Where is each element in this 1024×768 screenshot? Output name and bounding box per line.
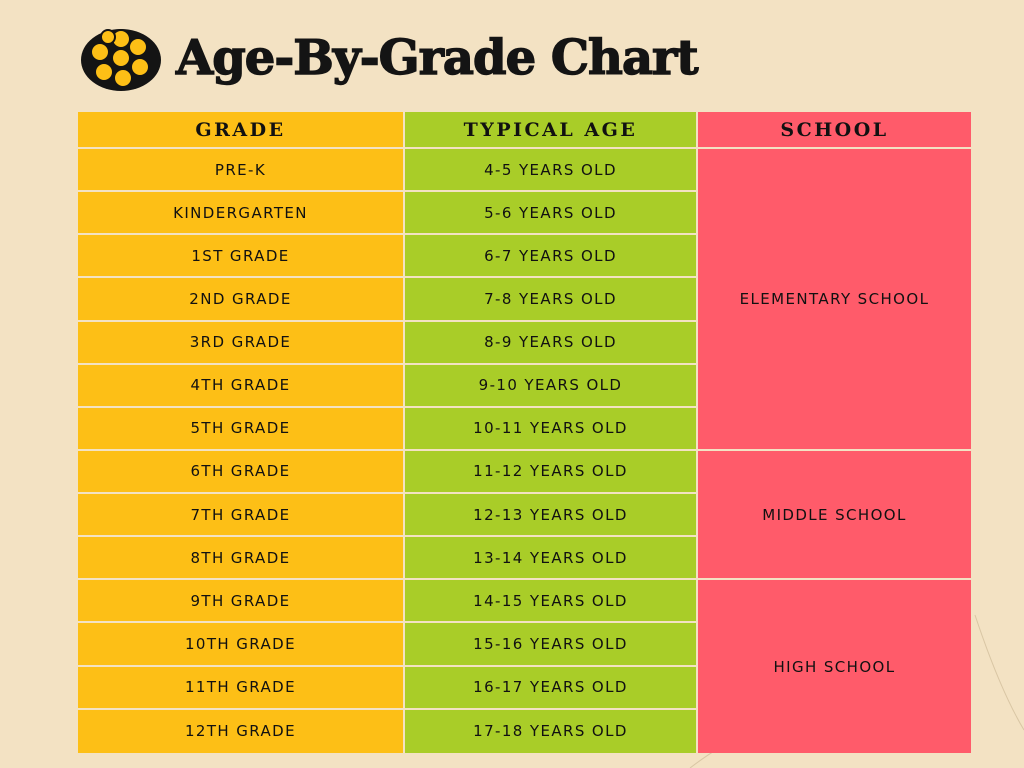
- age-cell: 13-14 YEARS OLD: [405, 537, 698, 580]
- grade-cell: 10TH GRADE: [78, 623, 405, 666]
- grade-cell: 11TH GRADE: [78, 667, 405, 710]
- age-cell: 9-10 YEARS OLD: [405, 365, 698, 408]
- age-by-grade-table: [78, 112, 971, 749]
- school-column-header: SCHOOL: [698, 112, 971, 149]
- grade-cell: 2ND GRADE: [78, 278, 405, 321]
- age-cell: 16-17 YEARS OLD: [405, 667, 698, 710]
- age-cell: 15-16 YEARS OLD: [405, 623, 698, 666]
- age-cell: 14-15 YEARS OLD: [405, 580, 698, 623]
- age-cell: 5-6 YEARS OLD: [405, 192, 698, 235]
- grade-cell: 5TH GRADE: [78, 408, 405, 451]
- age-cell: 17-18 YEARS OLD: [405, 710, 698, 753]
- grade-cell: KINDERGARTEN: [78, 192, 405, 235]
- age-cell: 7-8 YEARS OLD: [405, 278, 698, 321]
- grade-cell: 4TH GRADE: [78, 365, 405, 408]
- grade-cell: 3RD GRADE: [78, 322, 405, 365]
- school-cell: MIDDLE SCHOOL: [698, 451, 971, 580]
- grade-column-header: GRADE: [78, 112, 405, 149]
- grade-cell: PRE-K: [78, 149, 405, 192]
- grade-cell: 6TH GRADE: [78, 451, 405, 494]
- flower-logo-icon: [78, 22, 164, 94]
- age-cell: 11-12 YEARS OLD: [405, 451, 698, 494]
- age-cell: 12-13 YEARS OLD: [405, 494, 698, 537]
- school-cell: ELEMENTARY SCHOOL: [698, 149, 971, 451]
- header: [78, 18, 698, 98]
- school-cell: HIGH SCHOOL: [698, 580, 971, 753]
- grade-cell: 12TH GRADE: [78, 710, 405, 753]
- age-cell: 6-7 YEARS OLD: [405, 235, 698, 278]
- grade-cell: 1ST GRADE: [78, 235, 405, 278]
- grade-cell: 8TH GRADE: [78, 537, 405, 580]
- page-title: Age-By-Grade Chart: [176, 30, 698, 86]
- age-cell: 4-5 YEARS OLD: [405, 149, 698, 192]
- grade-cell: 7TH GRADE: [78, 494, 405, 537]
- grade-cell: 9TH GRADE: [78, 580, 405, 623]
- age-cell: 8-9 YEARS OLD: [405, 322, 698, 365]
- age-column-header: TYPICAL AGE: [405, 112, 698, 149]
- age-cell: 10-11 YEARS OLD: [405, 408, 698, 451]
